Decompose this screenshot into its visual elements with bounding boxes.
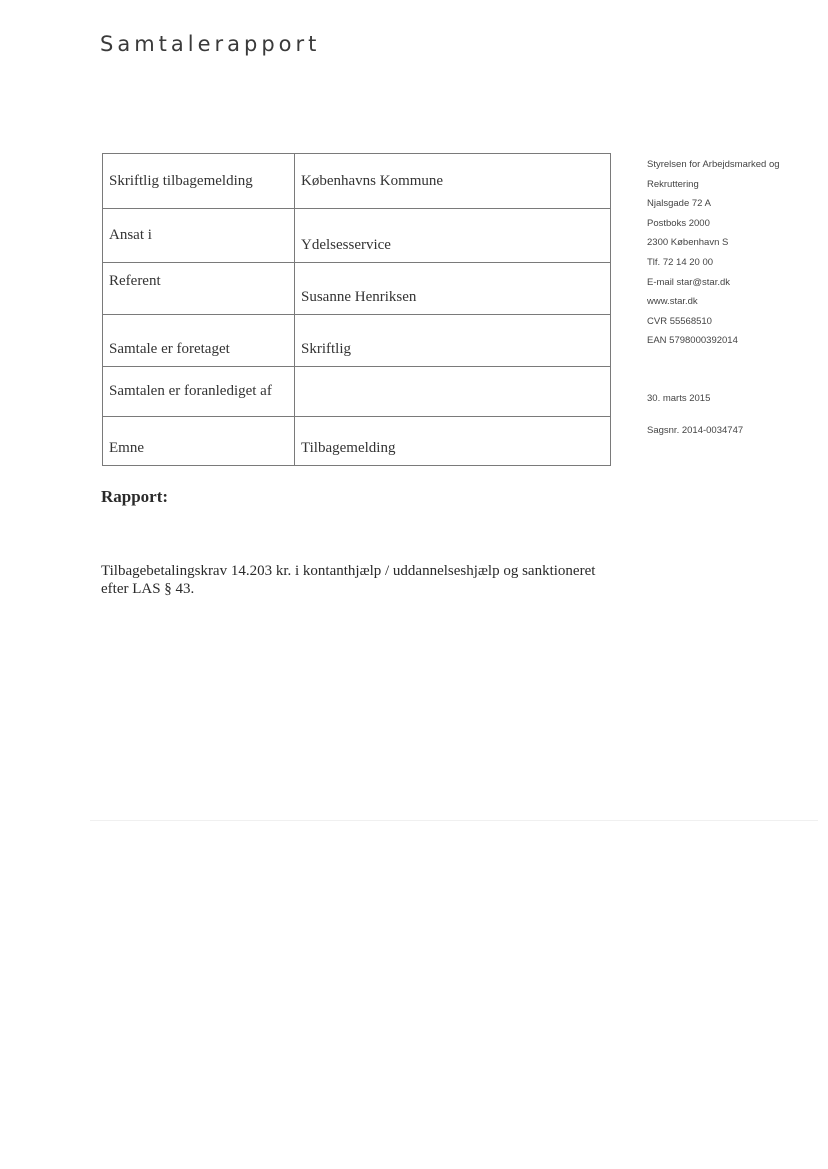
table-row xyxy=(103,154,611,209)
row-value-referent-name: Susanne Henriksen xyxy=(295,263,611,315)
sender-address-block xyxy=(647,155,822,351)
sender-city: 2300 København S xyxy=(647,237,729,249)
document-date: 30. marts 2015 xyxy=(647,393,711,404)
row-value-municipality: Københavns Kommune xyxy=(295,154,611,209)
sender-name-line1: Styrelsen for Arbejdsmarked og xyxy=(647,159,780,170)
sender-website: www.star.dk xyxy=(647,296,698,308)
report-body: Tilbagebetalingskrav 14.203 kr. i kontanthjælp / uddannelseshjælp og sanktioneret efter LAS § 43. xyxy=(101,563,596,597)
sender-email: E-mail star@star.dk xyxy=(647,276,731,288)
row-value-department: Ydelsesservice xyxy=(295,209,611,263)
scan-artifact-line xyxy=(90,820,818,821)
row-value-subject: Tilbagemelding xyxy=(295,417,611,466)
table-row xyxy=(103,417,611,466)
case-number: Sagsnr. 2014-0034747 xyxy=(647,425,744,436)
table-row xyxy=(103,315,611,367)
report-heading: Rapport: xyxy=(101,487,169,506)
row-label-referent: Referent xyxy=(103,263,295,315)
table-row xyxy=(103,263,611,315)
sender-name-line2: Rekruttering xyxy=(647,178,699,190)
row-value-conversation-type: Skriftlig xyxy=(295,315,611,367)
sender-pobox: Postboks 2000 xyxy=(647,217,710,229)
row-label-employed-in: Ansat i xyxy=(103,209,295,263)
sender-phone: Tlf. 72 14 20 00 xyxy=(647,256,714,268)
sender-cvr: CVR 55568510 xyxy=(647,315,712,327)
conversation-info-table xyxy=(102,153,611,466)
table-row xyxy=(103,209,611,263)
row-label-response: Skriftlig tilbagemelding xyxy=(103,154,295,209)
row-label-subject: Emne xyxy=(103,417,295,466)
row-label-conversation-type: Samtale er foretaget xyxy=(103,315,295,367)
sender-ean: EAN 5798000392014 xyxy=(647,335,738,347)
document-title: Samtalerapport xyxy=(100,32,321,56)
sender-street: Njalsgade 72 A xyxy=(647,198,711,210)
row-value-initiated-by xyxy=(295,367,611,417)
row-label-initiated-by: Samtalen er foranlediget af xyxy=(103,367,295,417)
table-row xyxy=(103,367,611,417)
